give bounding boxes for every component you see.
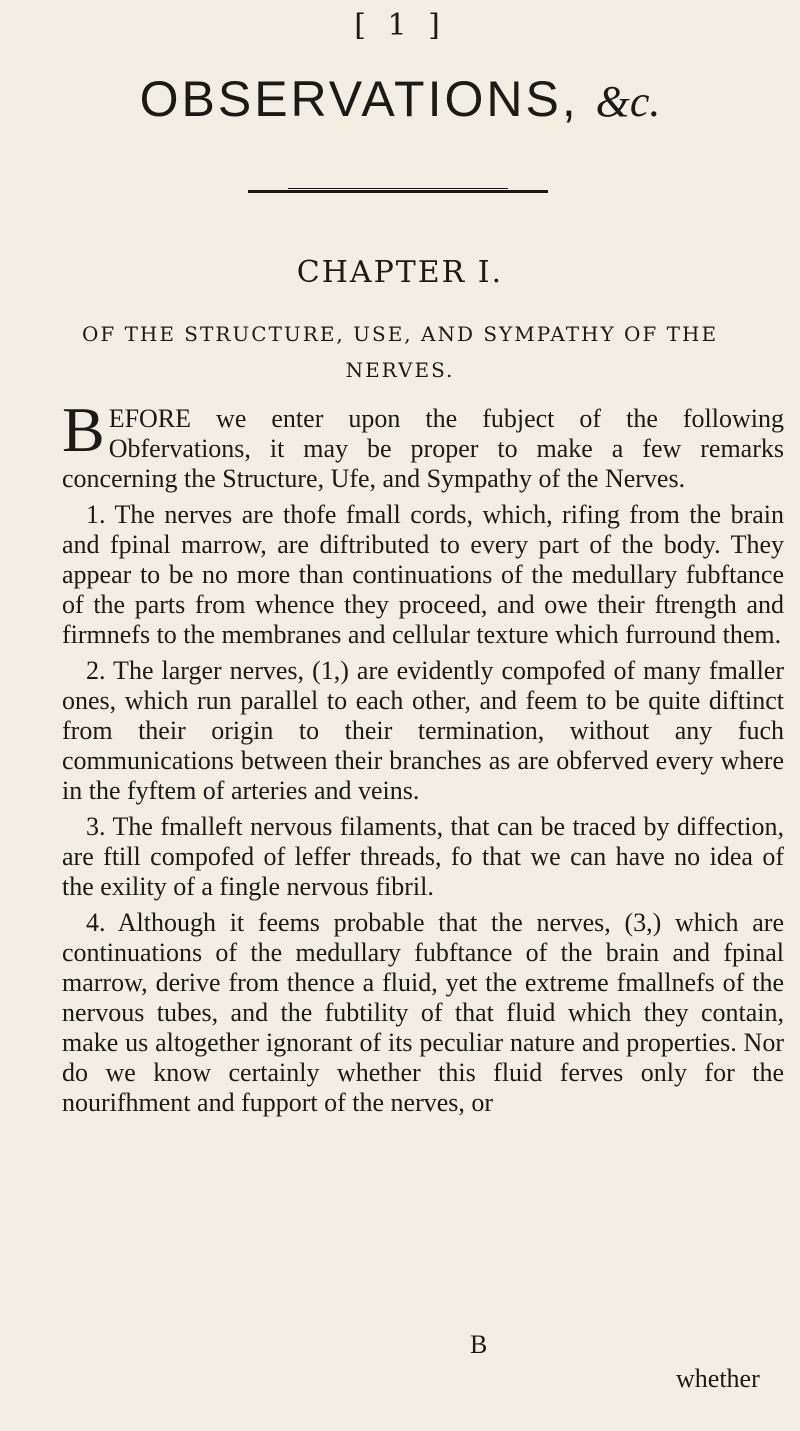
heading-title: OBSERVATIONS, <box>139 71 579 127</box>
intro-text: EFORE we enter upon the fubject of the following Obfervations, it may be proper to make a few remarks concerning the Structure, Ufe, and Sympathy of the Nerves. <box>62 404 784 493</box>
paragraph-3: 3. The fmalleft nervous filaments, that can be traced by diffection, are ftill compofed of leffer threads, fo that we can have no idea of the exility of a fingle nervous fibril. <box>62 812 784 901</box>
chapter-title: CHAPTER I. <box>296 255 504 290</box>
catchword: whether <box>676 1364 760 1393</box>
signature-mark: B <box>470 1330 488 1359</box>
paragraph-2: 2. The larger nerves, (1,) are evidently compofed of many fmaller ones, which run parallel to each other, and feem to be quite diftinct from their origin to their termination, without any fuch communications between their branches as are obferved every where in the fyftem of arteries and veins. <box>62 656 784 805</box>
ornamental-rule <box>248 190 548 193</box>
page-heading <box>0 70 800 128</box>
heading-etc: &c. <box>595 77 661 126</box>
drop-cap: B <box>62 394 105 465</box>
paragraph-1: 1. The nerves are thofe fmall cords, which, rifing from the brain and fpinal marrow, are diftributed to every part of the body. They appear to be no more than continuations of the medullary fubftance of the parts from whence they proceed, and owe their ftrength and firmnefs to the membranes and cellular texture which furround them. <box>62 500 784 649</box>
paragraph-4: 4. Although it feems probable that the nerves, (3,) which are continuations of the medullary fubftance of the brain and fpinal marrow, derive from thence a fluid, yet the extreme fmallnefs of the nervous tubes, and the fubtility of that fluid which they contain, make us altogether ignorant of its peculiar nature and properties. Nor do we know certainly whether this fluid ferves only for the nourifhment and fupport of the nerves, or <box>62 908 784 1117</box>
chapter-subtitle: OF THE STRUCTURE, USE, AND SYMPATHY OF THE NERVES. <box>81 322 719 382</box>
intro-paragraph <box>62 394 784 494</box>
page-number: [ 1 ] <box>354 8 446 43</box>
body-text <box>62 394 784 1124</box>
